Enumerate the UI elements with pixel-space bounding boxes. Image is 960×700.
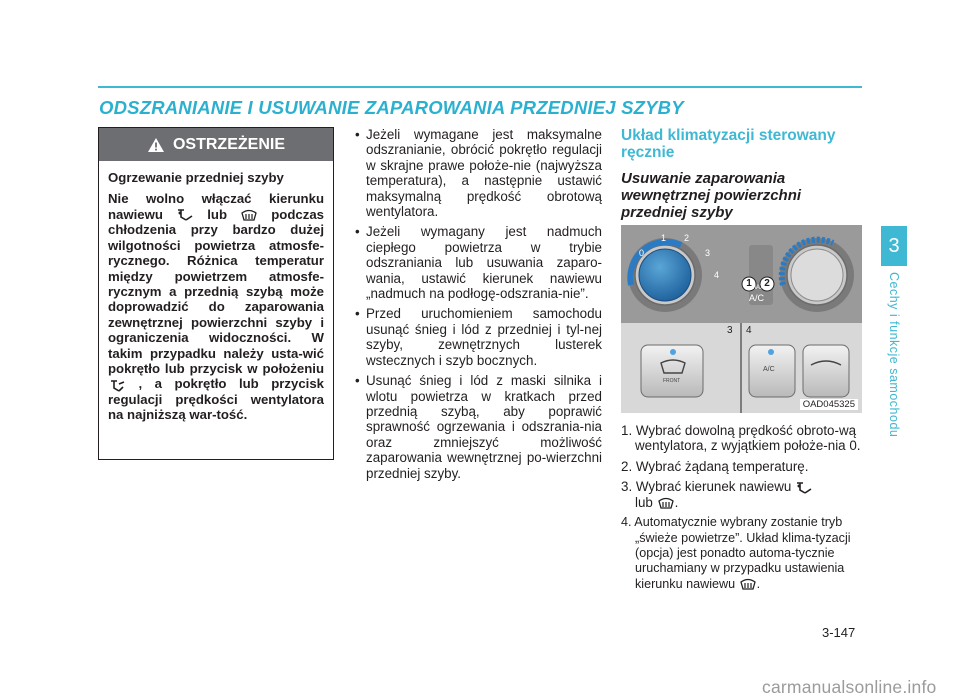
right-subheading: Usuwanie zaparowania wewnętrznej powierzchni przedniej szyby [621,170,802,221]
label-4: 4 [746,325,752,336]
warning-body [99,161,333,423]
dial-number-3: 3 [705,248,711,258]
dial-number-0: 0 [639,248,645,258]
step-3 [621,479,862,510]
step-3-text: 3. Wybrać kierunek nawiewu [621,479,792,495]
floor-defrost-icon [176,208,194,222]
label-3: 3 [727,325,733,336]
bullet-list [353,127,602,486]
dial-number-1: 1 [661,233,667,243]
warning-text-part: podczas chłodzenia przy bardzo dużej wilgotności powietrza atmosfe-rycznego. Różnica temperatur między powietrzem atmosfe-rycznym a przednią szybą może doprowadzić do zaparowania zewnętrznej powierzchni szyby i ograniczenia widoczności. W takim przypadku należy usta-wić pokrętło lub przycisk w położeniu [108,206,325,376]
callout-2: 2 [764,278,770,289]
warning-header-label: OSTRZEŻENIE [172,135,285,153]
warning-text-part: Nie wolno włączać kierunku nawiewu [108,191,324,222]
bullet-item: • Przed uruchomieniem samochodu usunąć śnieg i lód z przedniej i tyl-nej szyby, zewnętrznych lusterek wstecznych i szyb bocznych. [353,306,602,368]
warning-triangle-icon [147,137,165,153]
dial-number-4: 4 [714,270,720,280]
defrost-icon [657,496,675,510]
step-4-end: . [756,576,761,591]
step-1: 1. Wybrać dowolną prędkość obroto-wą wentylatora, z wyjątkiem położe-nia 0. [621,423,861,454]
warning-box [98,127,334,460]
steps-list [621,423,862,597]
step-3-or: lub [635,494,653,510]
warning-text-part: lub [207,206,227,222]
front-label: FRONT [663,378,681,384]
face-floor-vent-icon [108,378,126,392]
bullet-item: • Usunąć śnieg i lód z maski silnika i wlotu powietrza w kratkach przed przednią szybą, aby poprawić sprawność ogrzewania i odszrania-nia oraz zmniejszyć możliwość zaparowania wewnętrznej po-wierzchni przedniej szyby. [353,373,602,481]
defrost-icon [739,577,757,591]
climate-panel-illustration [621,225,862,413]
section-title: ODSZRANIANIE I USUWANIE ZAPAROWANIA PRZEDNIEJ SZYBY [99,97,684,118]
bullet-item: • Jeżeli wymagany jest nadmuch ciepłego powietrza w trybie odszraniania lub usuwania zaparo-wania, ustawić kierunek nawiewu „nadmuch na podłogę-odszrania-nie”. [353,224,602,301]
watermark: carmanualsonline.info [762,677,937,697]
step-4 [621,515,862,592]
figure-code: OAD045325 [800,399,858,410]
warning-header [99,128,333,161]
callout-1: 1 [746,278,752,289]
chapter-title: Cechy i funkcje samochodu [887,272,901,438]
step-2: 2. Wybrać żądaną temperaturę. [621,458,809,474]
max-label: MAX [751,285,765,291]
warning-text [108,191,324,422]
page-number: 3-147 [822,625,856,640]
ac-button-label: A/C [763,366,775,373]
warning-text-part: , a pokrętło lub przycisk regulacji prędkości wentylatora na najniższą war-tość. [108,376,324,423]
warning-title: Ogrzewanie przedniej szyby [108,170,284,185]
defrost-icon [240,208,258,222]
right-column [621,127,862,221]
bullet-item: • Jeżeli wymagane jest maksymalne odszranianie, obrócić pokrętło regulacji w skrajne prawe położe-nie (najwyższa temperatura), a następnie ustawić maksymalną prędkość obrotową wentylatora. [353,127,602,219]
right-heading: Układ klimatyzacji sterowany ręcznie [621,127,836,161]
climate-control-figure [621,225,862,413]
ac-label: A/C [749,293,765,303]
dial-number-2: 2 [684,233,690,243]
step-3-end: . [674,494,679,510]
top-rule [98,86,862,88]
chapter-tab: 3 [881,226,907,266]
floor-defrost-icon [795,481,813,495]
step-4-text: 4. Automatycznie wybrany zostanie tryb „świeże powietrze”. Układ klima-tyzacji (opcja) jest ponadto automa-tycznie uruchamiany w przypadku ustawienia kierunku nawiewu [621,515,851,591]
